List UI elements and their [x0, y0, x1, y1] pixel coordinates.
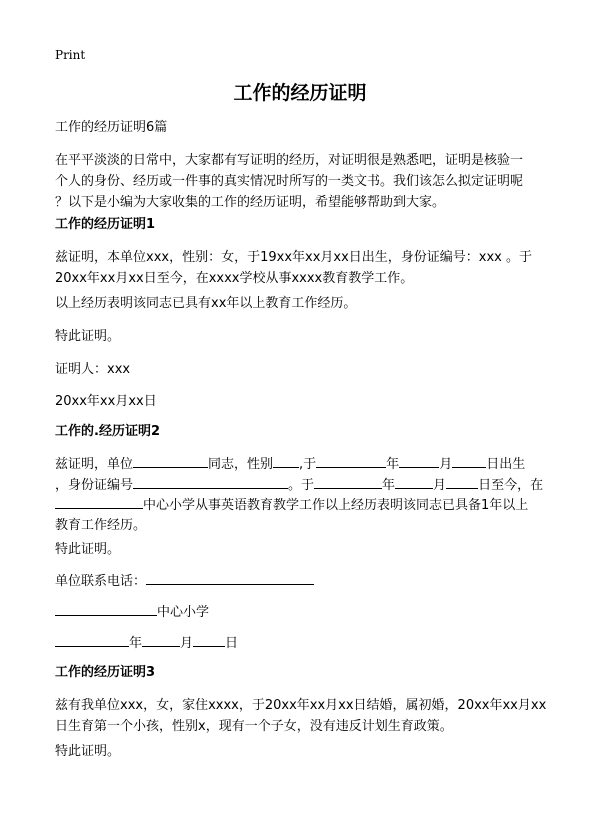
section3-heading: 工作的经历证明3	[55, 665, 156, 680]
section1-body-line-1: 兹证明，本单位xxx，性别：女，于19xx年xx月xx日出生，身份证编号：xxx 。于	[55, 250, 532, 265]
blank-birth-year	[316, 453, 386, 468]
blank-birth-month	[399, 453, 439, 468]
date-day: 日	[225, 636, 239, 651]
section1-certifier: 证明人：xxx	[55, 362, 131, 377]
section2-line-4: 教育工作经历。	[55, 518, 147, 533]
section2-text: 兹证明，单位	[55, 457, 134, 472]
section2-text: ，身份证编号	[55, 478, 134, 493]
section1-heading: 工作的经历证明1	[55, 217, 156, 232]
section1-date: 20xx年xx月xx日	[55, 394, 157, 409]
date-year: 年	[129, 636, 143, 651]
section2-certify: 特此证明。	[55, 542, 121, 557]
section3-body-line-1: 兹有我单位xxx，女，家住xxxx，于20xx年xx月xx日结婚，属初婚，20xx年xx月xx	[55, 698, 547, 713]
section2-text: 月	[433, 478, 447, 493]
blank-school	[55, 601, 157, 616]
section2-heading: 工作的.经历证明2	[55, 424, 160, 439]
section2-text: 同志，性别	[208, 457, 274, 472]
blank-unit-name	[133, 453, 208, 468]
blank-sign-year	[55, 632, 129, 647]
blank-phone	[146, 570, 314, 585]
section2-text: 年	[382, 478, 396, 493]
section2-text: 日出生	[486, 457, 526, 472]
intro-line-2: 个人的身份、经历或一件事的真实情况时所写的一类文书。我们该怎么拟定证明呢	[55, 174, 524, 189]
section2-phone	[55, 570, 555, 592]
blank-sign-month	[142, 632, 180, 647]
blank-birth-day	[452, 453, 486, 468]
intro-line-1: 在平平淡淡的日常中，大家都有写证明的经历，对证明很是熟悉吧，证明是核验一	[55, 153, 524, 168]
section2-text: 日至今，在	[478, 478, 544, 493]
section2-text: ,于	[299, 457, 317, 472]
subtitle: 工作的经历证明6篇	[55, 120, 168, 135]
intro-line-3: ？以下是小编为大家收集的工作的经历证明，希望能够帮助到大家。	[55, 195, 446, 210]
section1-body-line-2: 20xx年xx月xx日至今，在xxxx学校从事xxxx教育教学工作。	[55, 271, 414, 286]
blank-school-name	[55, 494, 143, 509]
section2-text: 中心小学从事英语教育教学工作以上经历表明该同志已具备1年以上	[143, 498, 529, 513]
date-month: 月	[180, 636, 194, 651]
phone-label: 单位联系电话：	[55, 574, 147, 589]
section2-text: 。于	[288, 478, 315, 493]
blank-gender	[273, 453, 299, 468]
section1-note: 以上经历表明该同志已具有xx年以上教育工作经历。	[55, 296, 357, 311]
blank-sign-day	[193, 632, 225, 647]
section2-school	[55, 601, 555, 623]
section3-certify: 特此证明。	[55, 744, 121, 759]
section2-text: 月	[439, 457, 453, 472]
blank-start-year	[314, 474, 382, 489]
page-title: 工作的经历证明	[233, 82, 367, 104]
blank-id-number	[133, 474, 288, 489]
section3-body-line-2: 日生育第一个小孩，性别x，现有一个子女，没有违反计划生育政策。	[55, 719, 453, 734]
section2-line-3	[55, 494, 555, 516]
section2-line-1	[55, 453, 555, 475]
section2-date	[55, 632, 555, 654]
print-link[interactable]: Print	[55, 48, 86, 62]
section1-certify: 特此证明。	[55, 329, 121, 344]
blank-start-day	[446, 474, 478, 489]
school-suffix: 中心小学	[157, 605, 210, 620]
section2-line-2	[55, 474, 555, 496]
blank-start-month	[395, 474, 433, 489]
section2-text: 年	[386, 457, 400, 472]
